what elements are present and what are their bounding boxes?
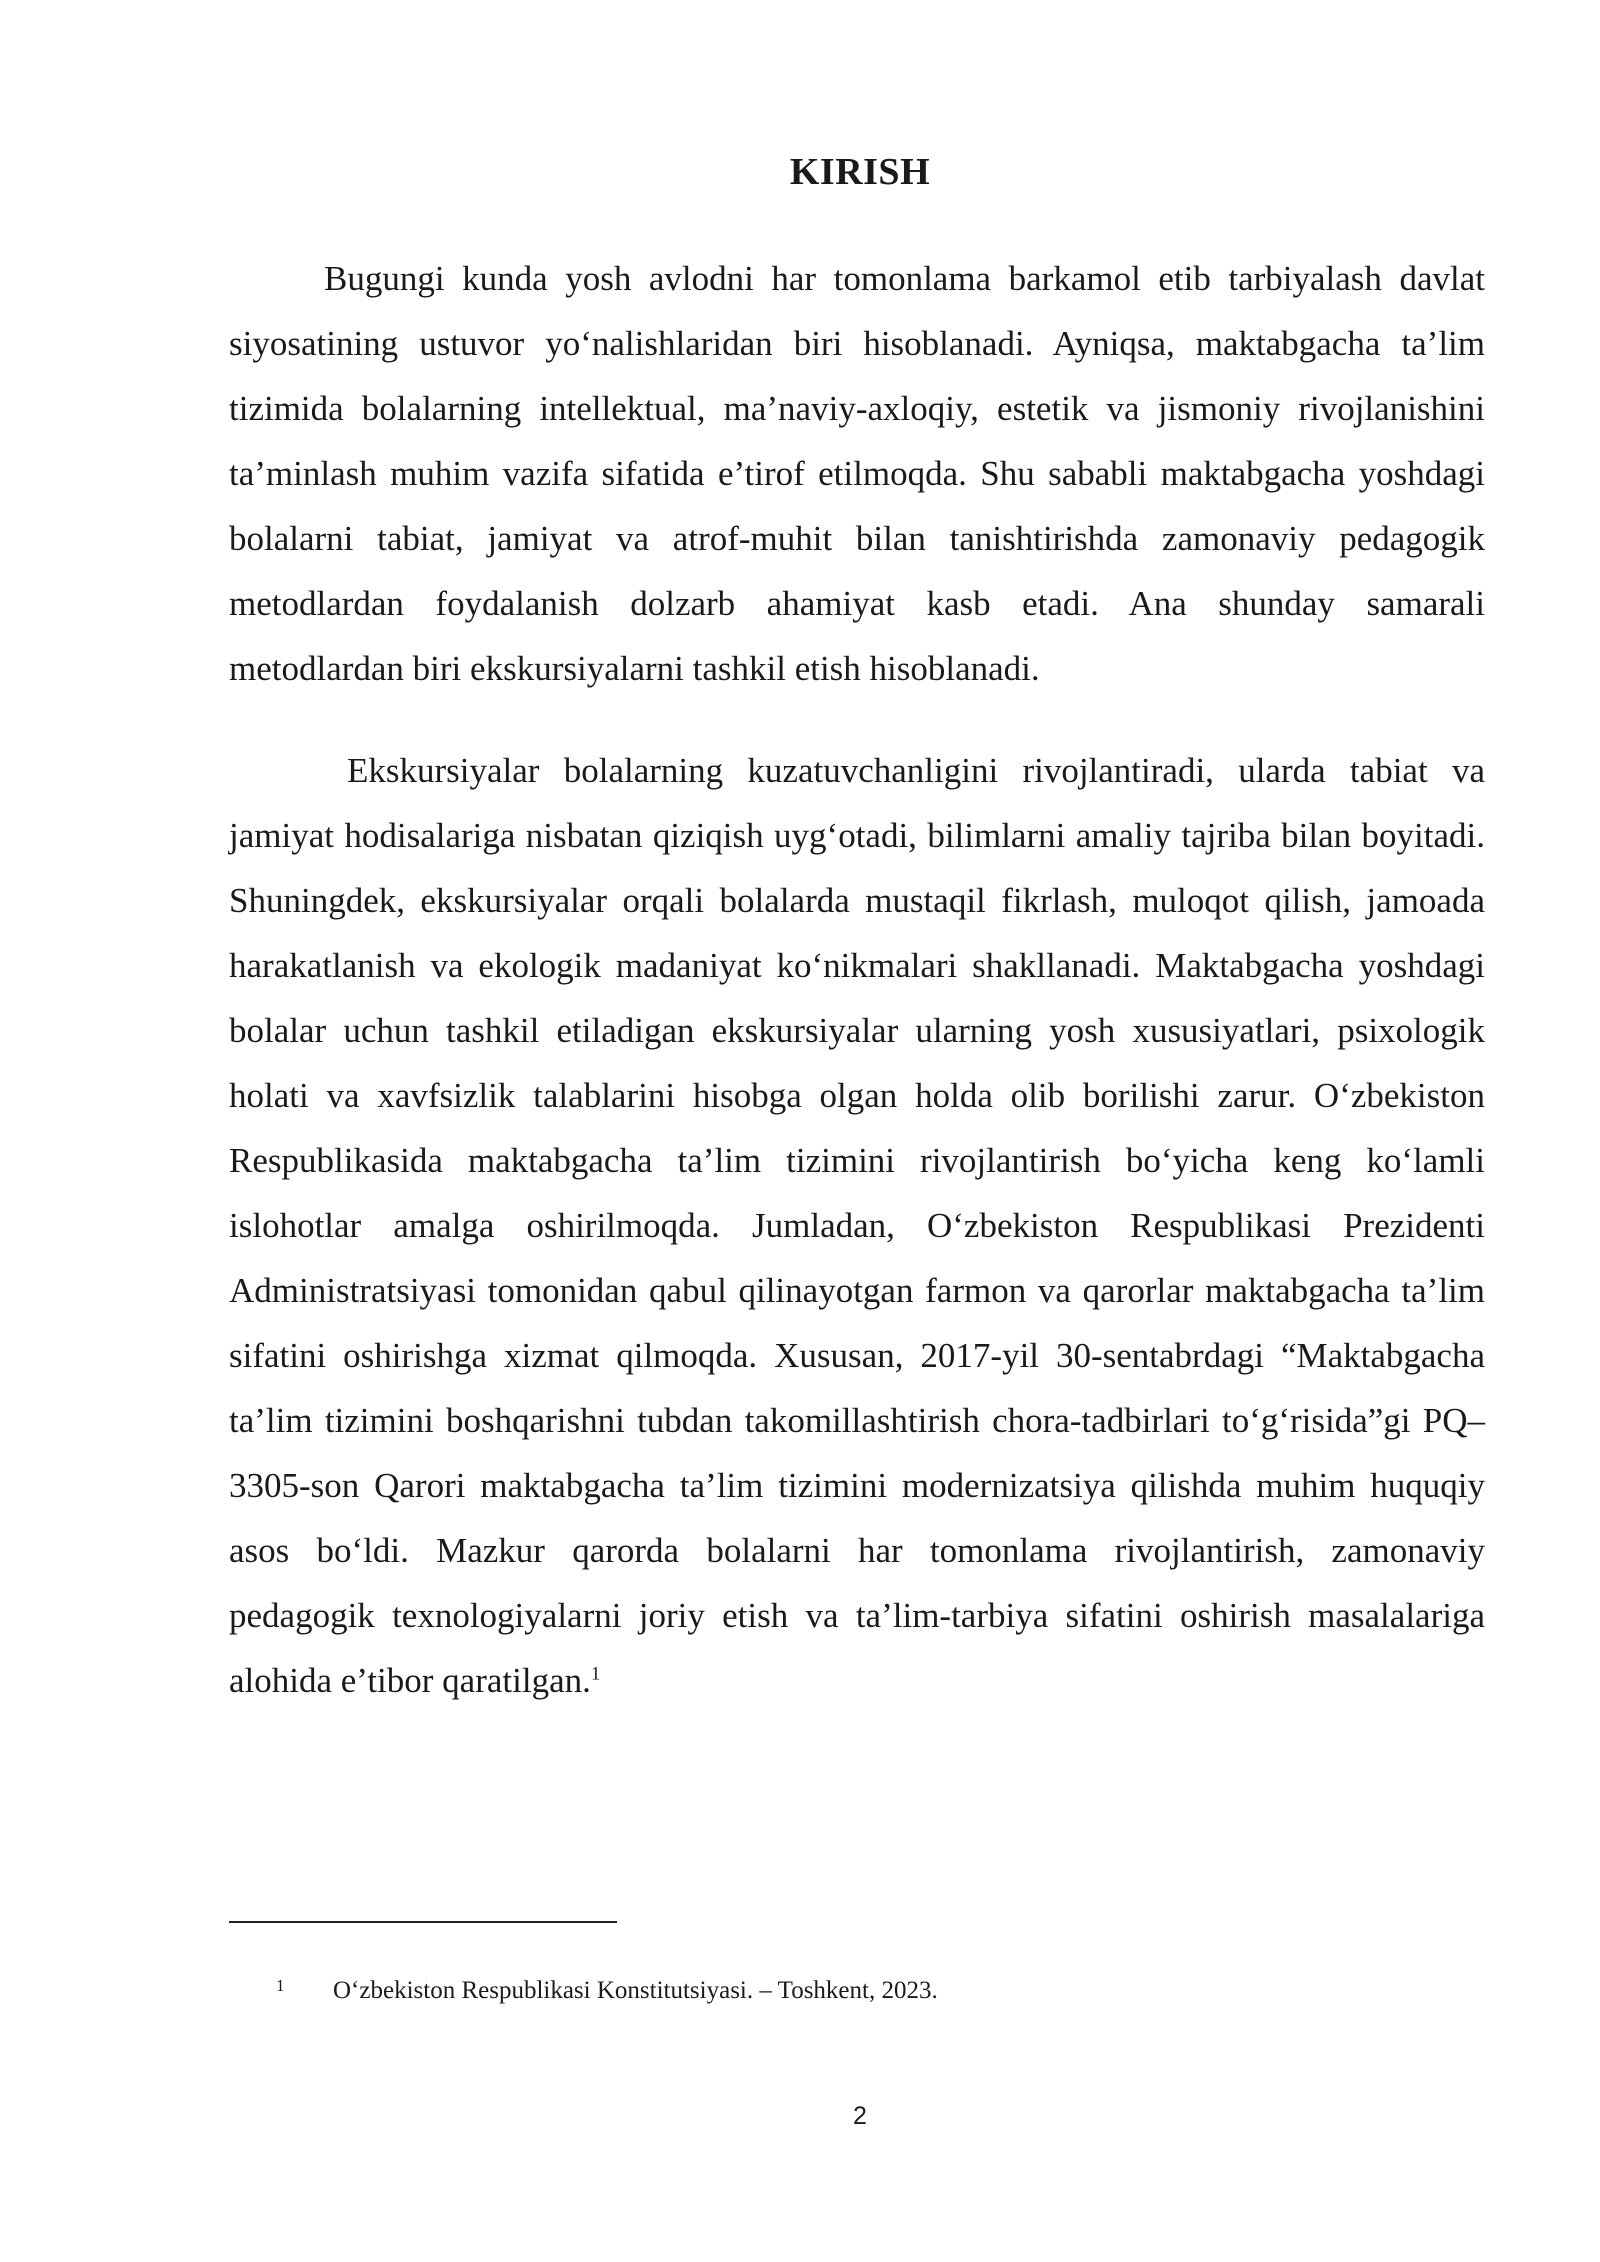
body-paragraph-2 bbox=[229, 738, 1485, 1713]
body-paragraph-2-text: Ekskursiyalar bolalarning kuzatuvchanligini rivojlantiradi, ularda tabiat va jamiyat hodisalariga nisbatan qiziqish uyg‘otadi, bilimlarni amaliy tajriba bilan boyitadi. Shuningdek, ekskursiyalar orqali bolalarda mustaqil fikrlash, muloqot qilish, jamoada harakatlanish va ekologik madaniyat ko‘nikmalari shakllanadi. Maktabgacha yoshdagi bolalar uchun tashkil etiladigan ekskursiyalar ularning yosh xususiyatlari, psixologik holati va xavfsizlik talablarini hisobga olgan holda olib borilishi zarur. O‘zbekiston Respublikasida maktabgacha ta’lim tizimini rivojlantirish bo‘yicha keng ko‘lamli islohotlar amalga oshirilmoqda. Jumladan, O‘zbekiston Respublikasi Prezidenti Administratsiyasi tomonidan qabul qilinayotgan farmon va qarorlar maktabgacha ta’lim sifatini oshirishga xizmat qilmoqda. Xususan, 2017-yil 30-sentabrdagi “Maktabgacha ta’lim tizimini boshqarishni tubdan takomillashtirish chora-tadbirlari to‘g‘risida”gi PQ–3305-son Qarori maktabgacha ta’lim tizimini modernizatsiya qilishda muhim huquqiy asos bo‘ldi. Mazkur qarorda bolalarni har tomonlama rivojlantirish, zamonaviy pedagogik texnologiyalarni joriy etish va ta’lim-tarbiya sifatini oshirish masalalariga alohida e’tibor qaratilgan. bbox=[229, 751, 1485, 1700]
footnote bbox=[229, 1975, 1485, 2007]
section-heading: KIRISH bbox=[789, 151, 931, 193]
footnote-number: 1 bbox=[276, 1976, 285, 1995]
footnote-separator bbox=[229, 1921, 617, 1923]
footnote-text: O‘zbekiston Respublikasi Konstitutsiyasi. – Toshkent, 2023. bbox=[333, 1977, 938, 2004]
body-paragraph-1: Bugungi kunda yosh avlodni har tomonlama barkamol etib tarbiyalash davlat siyosatining ustuvor yo‘nalishlaridan biri hisoblanadi. Ayniqsa, maktabgacha ta’lim tizimida bolalarning intellektual, ma’naviy-axloqiy, estetik va jismoniy rivojlanishini ta’minlash muhim vazifa sifatida e’tirof etilmoqda. Shu sababli maktabgacha yoshdagi bolalarni tabiat, jamiyat va atrof-muhit bilan tanishtirishda zamonaviy pedagogik metodlardan foydalanish dolzarb ahamiyat kasb etadi. Ana shunday samarali metodlardan biri ekskursiyalarni tashkil etish hisoblanadi. bbox=[229, 259, 1485, 688]
page-number: 2 bbox=[853, 2102, 867, 2130]
footnote-reference[interactable]: 1 bbox=[590, 1663, 601, 1685]
